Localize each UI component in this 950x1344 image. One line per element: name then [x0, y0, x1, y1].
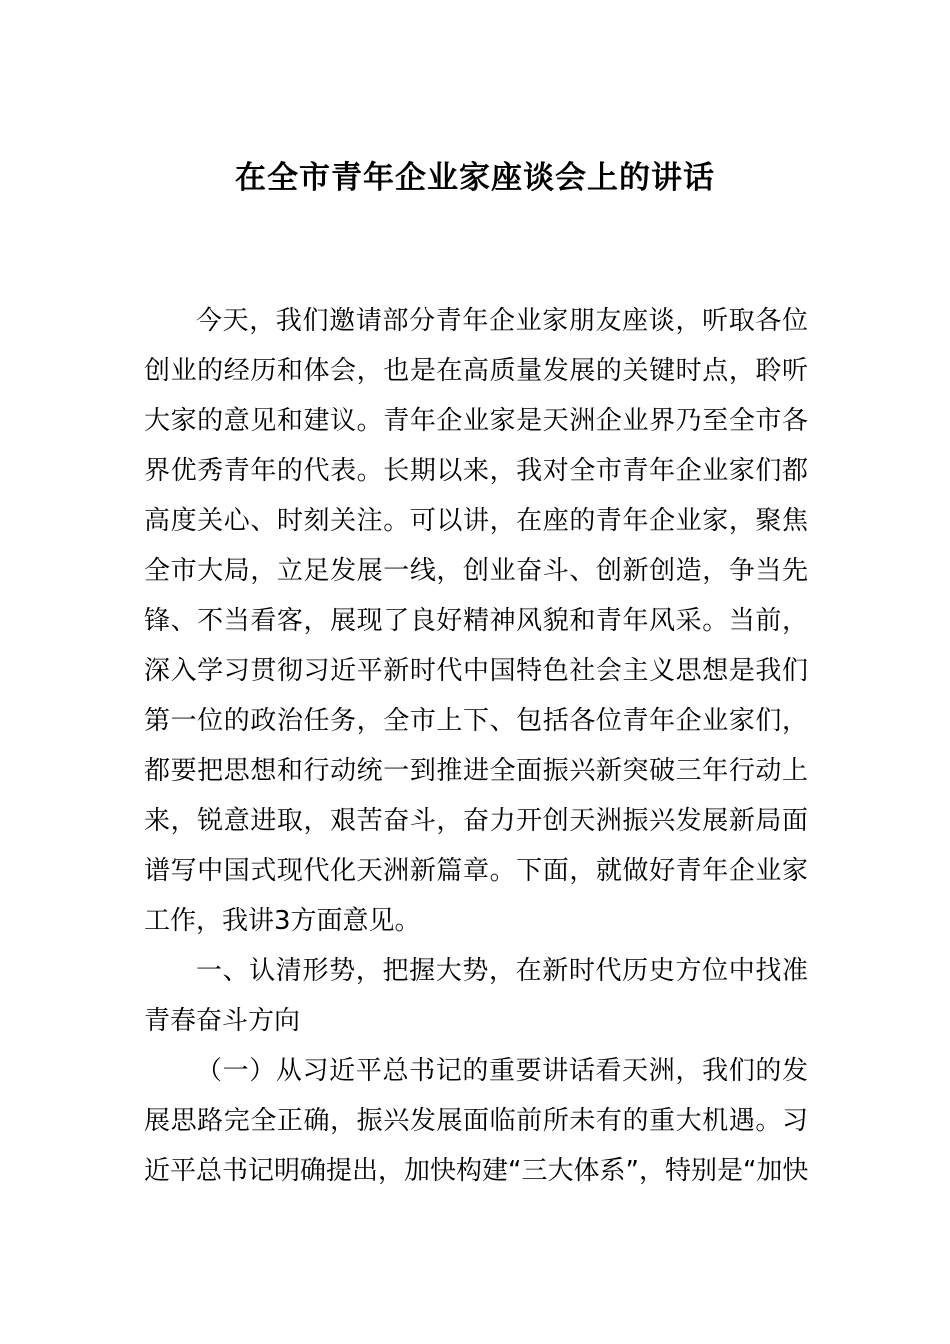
paragraph-line: 今天，我们邀请部分青年企业家朋友座谈，听取各位	[196, 306, 808, 336]
paragraph-line: 创业的经历和体会，也是在高质量发展的关键时点，聆听	[144, 356, 808, 386]
paragraph-line: 工作，我讲3方面意见。	[144, 906, 421, 936]
document-title: 在全市青年企业家座谈会上的讲话	[235, 160, 715, 196]
paragraph-line: 近平总书记明确提出，加快构建“三大体系”，特别是“加快	[144, 1156, 809, 1186]
paragraph-line: 都要把思想和行动统一到推进全面振兴新突破三年行动上	[144, 756, 808, 786]
paragraph-line: 展思路完全正确，振兴发展面临前所未有的重大机遇。习	[144, 1106, 808, 1136]
section-heading-line: 青春奋斗方向	[144, 1006, 301, 1036]
paragraph-line: 界优秀青年的代表。长期以来，我对全市青年企业家们都	[144, 456, 808, 486]
paragraph-line: 来，锐意进取，艰苦奋斗，奋力开创天洲振兴发展新局面	[144, 806, 808, 836]
paragraph-line: 谱写中国式现代化天洲新篇章。下面，就做好青年企业家	[144, 856, 808, 886]
paragraph-line: 高度关心、时刻关注。可以讲，在座的青年企业家，聚焦	[144, 506, 808, 536]
paragraph-line: 锋、不当看客，展现了良好精神风貌和青年风采。当前，	[144, 606, 808, 636]
paragraph-line: 深入学习贯彻习近平新时代中国特色社会主义思想是我们	[144, 656, 808, 686]
section-heading-line: 一、认清形势，把握大势，在新时代历史方位中找准	[196, 956, 808, 986]
paragraph-line: 全市大局，立足发展一线，创业奋斗、创新创造，争当先	[144, 556, 808, 586]
document-body	[144, 296, 808, 1196]
paragraph-line: 大家的意见和建议。青年企业家是天洲企业界乃至全市各	[144, 406, 808, 436]
paragraph-line: （一）从习近平总书记的重要讲话看天洲，我们的发	[196, 1056, 808, 1086]
paragraph-line: 第一位的政治任务，全市上下、包括各位青年企业家们，	[144, 706, 808, 736]
